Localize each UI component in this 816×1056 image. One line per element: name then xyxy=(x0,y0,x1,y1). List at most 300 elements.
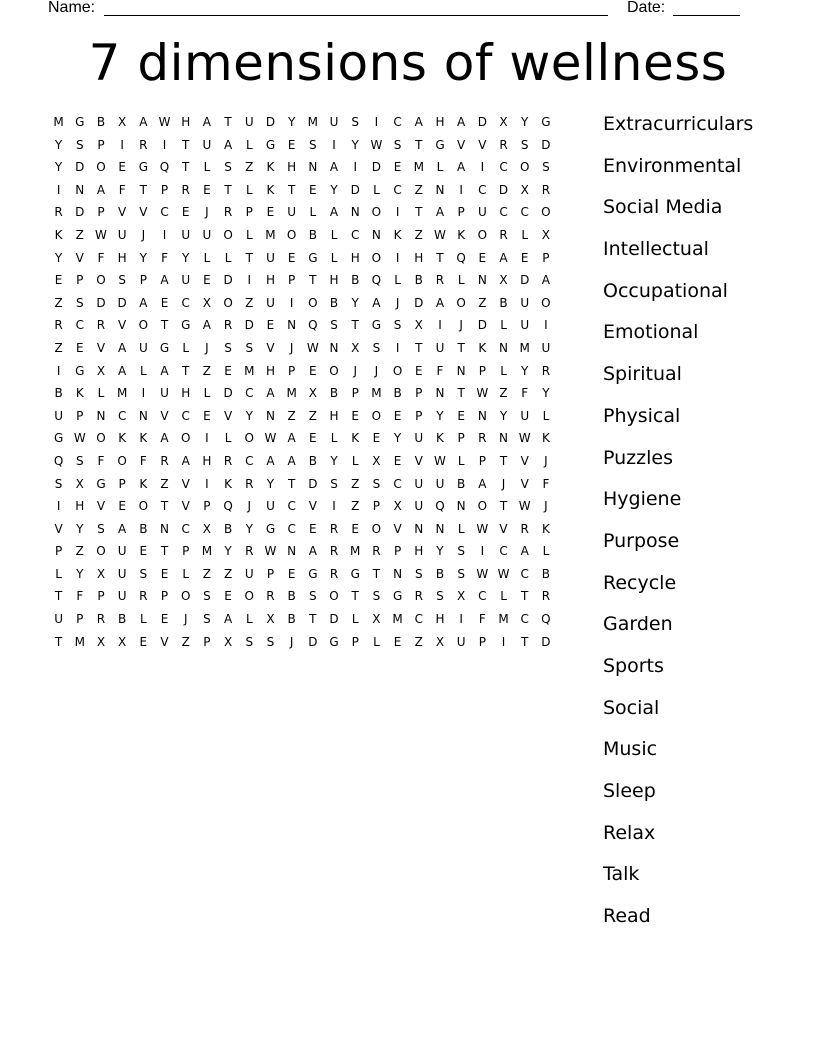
grid-cell: T xyxy=(415,340,423,355)
grid-cell: S xyxy=(309,137,317,152)
grid-cell: I xyxy=(459,612,463,627)
grid-cell: A xyxy=(329,160,339,175)
grid-cell: H xyxy=(181,115,191,129)
grid-cell: T xyxy=(224,182,232,197)
grid-cell: A xyxy=(181,453,190,468)
grid-row xyxy=(48,427,557,450)
grid-cell: R xyxy=(499,137,508,152)
grid-cell: O xyxy=(371,250,382,265)
grid-row xyxy=(48,382,557,405)
grid-cell: E xyxy=(139,544,148,559)
grid-cell: A xyxy=(160,273,169,288)
grid-cell: I xyxy=(480,544,485,559)
grid-cell: A xyxy=(287,453,296,468)
grid-cell: T xyxy=(415,137,423,152)
word-list-item: Sports xyxy=(603,654,664,677)
grid-cell: L xyxy=(373,634,380,649)
grid-cell: D xyxy=(75,205,85,220)
grid-cell: R xyxy=(160,453,169,468)
grid-cell: A xyxy=(266,386,275,401)
grid-cell: X xyxy=(372,612,381,627)
grid-cell: A xyxy=(414,115,423,129)
grid-cell: N xyxy=(265,408,275,423)
grid-cell: E xyxy=(393,453,402,468)
grid-cell: U xyxy=(435,340,445,355)
grid-cell: T xyxy=(182,160,190,175)
grid-cell: Q xyxy=(308,318,318,333)
word-list-item: Puzzles xyxy=(603,446,673,469)
grid-cell: G xyxy=(53,431,64,446)
word-list-item: Emotional xyxy=(603,321,699,344)
grid-cell: C xyxy=(520,612,529,627)
grid-cell: T xyxy=(457,386,465,401)
grid-cell: D xyxy=(520,273,530,288)
grid-cell: O xyxy=(244,589,254,604)
grid-cell: I xyxy=(501,634,506,649)
grid-cell: P xyxy=(97,589,105,604)
word-list-item: Recycle xyxy=(603,571,677,594)
grid-cell: C xyxy=(499,205,508,220)
grid-cell: T xyxy=(457,340,465,355)
grid-cell: E xyxy=(139,634,148,649)
grid-cell: Z xyxy=(351,499,360,514)
grid-cell: M xyxy=(307,115,319,129)
grid-cell: C xyxy=(181,408,190,423)
grid-cell: F xyxy=(521,386,529,401)
grid-cell: W xyxy=(476,566,489,581)
grid-cell: L xyxy=(97,386,105,401)
grid-cell: X xyxy=(118,634,127,649)
grid-cell: E xyxy=(414,363,423,378)
grid-cell: R xyxy=(329,566,339,581)
grid-cell: G xyxy=(329,634,339,649)
grid-row xyxy=(48,292,557,315)
grid-cell: I xyxy=(289,295,294,310)
grid-cell: Y xyxy=(54,137,63,152)
grid-cell: G xyxy=(371,318,382,333)
grid-cell: C xyxy=(287,499,296,514)
grid-cell: P xyxy=(182,544,190,559)
grid-cell: E xyxy=(393,160,402,175)
grid-cell: U xyxy=(138,340,148,355)
grid-cell: T xyxy=(224,115,232,129)
grid-cell: V xyxy=(118,318,127,333)
grid-cell: J xyxy=(289,340,294,355)
grid-cell: G xyxy=(75,115,85,129)
grid-row xyxy=(48,201,557,224)
grid-cell: I xyxy=(480,160,485,175)
grid-cell: T xyxy=(54,589,63,604)
grid-cell: Y xyxy=(245,521,253,536)
name-label: Name: xyxy=(48,0,96,16)
grid-cell: U xyxy=(117,544,127,559)
grid-cell: Z xyxy=(245,295,254,310)
grid-cell: L xyxy=(224,431,232,446)
grid-cell: M xyxy=(392,612,403,627)
grid-cell: U xyxy=(435,476,445,491)
grid-row xyxy=(48,631,557,654)
grid-cell: L xyxy=(245,182,253,197)
grid-cell: U xyxy=(54,408,63,423)
grid-cell: E xyxy=(75,340,84,355)
grid-cell: M xyxy=(286,386,297,401)
grid-cell: U xyxy=(181,273,191,288)
grid-cell: N xyxy=(499,431,509,446)
grid-cell: S xyxy=(330,318,338,333)
grid-cell: A xyxy=(435,205,445,220)
grid-cell: S xyxy=(330,476,338,491)
grid-cell: Y xyxy=(330,182,338,197)
grid-cell: L xyxy=(436,160,444,175)
grid-cell: Q xyxy=(435,499,445,514)
word-list-item: Social xyxy=(603,696,660,719)
grid-cell: E xyxy=(118,160,126,175)
grid-cell: M xyxy=(116,386,128,401)
date-label: Date: xyxy=(627,0,666,16)
grid-cell: A xyxy=(118,521,127,536)
grid-cell: L xyxy=(245,137,253,152)
grid-cell: B xyxy=(118,612,127,627)
grid-cell: U xyxy=(202,227,212,242)
grid-cell: P xyxy=(415,408,423,423)
grid-cell: R xyxy=(478,431,487,446)
grid-cell: A xyxy=(139,115,148,129)
grid-cell: T xyxy=(415,205,423,220)
grid-cell: O xyxy=(180,431,191,446)
word-list-item: Purpose xyxy=(603,529,680,552)
grid-cell: N xyxy=(160,521,170,536)
grid-cell: Y xyxy=(76,566,84,581)
grid-cell: E xyxy=(520,250,529,265)
grid-cell: O xyxy=(96,160,106,175)
grid-cell: S xyxy=(224,340,232,355)
grid-cell: C xyxy=(520,205,529,220)
grid-cell: I xyxy=(162,137,167,152)
grid-cell: O xyxy=(519,160,530,175)
grid-cell: T xyxy=(160,318,169,333)
grid-cell: U xyxy=(520,318,530,333)
grid-cell: A xyxy=(435,295,445,310)
grid-cell: E xyxy=(393,408,402,423)
word-list-item: Environmental xyxy=(603,154,742,177)
grid-cell: F xyxy=(97,453,105,468)
grid-cell: O xyxy=(477,499,488,514)
grid-cell: Z xyxy=(202,363,212,378)
grid-cell: K xyxy=(224,476,233,491)
grid-cell: A xyxy=(457,160,466,175)
grid-cell: U xyxy=(117,589,127,604)
grid-cell: C xyxy=(245,453,254,468)
grid-cell: H xyxy=(329,408,339,423)
grid-cell: U xyxy=(287,205,297,220)
grid-cell: O xyxy=(96,544,106,559)
grid-cell: J xyxy=(395,295,400,310)
grid-cell: C xyxy=(393,115,402,129)
grid-cell: J xyxy=(205,340,209,355)
grid-cell: A xyxy=(96,182,106,197)
grid-cell: O xyxy=(329,589,339,604)
grid-cell: O xyxy=(456,295,466,310)
grid-cell: C xyxy=(160,205,169,220)
grid-cell: E xyxy=(160,566,169,581)
page-title: 7 dimensions of wellness xyxy=(88,34,728,92)
word-list-item: Extracurriculars xyxy=(603,113,754,135)
grid-cell: P xyxy=(478,363,486,378)
grid-cell: T xyxy=(499,453,508,468)
grid-cell: U xyxy=(456,634,466,649)
grid-cell: F xyxy=(97,250,105,265)
grid-cell: R xyxy=(223,205,233,220)
grid-cell: Z xyxy=(54,340,63,355)
grid-cell: C xyxy=(478,589,487,604)
grid-cell: G xyxy=(541,115,551,129)
grid-cell: D xyxy=(308,476,318,491)
grid-row xyxy=(48,224,557,247)
grid-cell: J xyxy=(459,318,463,333)
grid-cell: X xyxy=(202,295,212,310)
grid-cell: A xyxy=(118,363,127,378)
grid-cell: K xyxy=(393,227,402,242)
grid-cell: O xyxy=(371,408,382,423)
grid-cell: P xyxy=(203,499,211,514)
grid-cell: I xyxy=(205,431,209,446)
grid-cell: X xyxy=(202,521,212,536)
grid-row xyxy=(48,405,557,428)
grid-cell: T xyxy=(521,634,529,649)
grid-cell: E xyxy=(266,318,275,333)
grid-cell: K xyxy=(54,227,63,242)
grid-cell: Z xyxy=(287,408,296,423)
grid-cell: B xyxy=(435,566,445,581)
grid-cell: Z xyxy=(160,476,169,491)
grid-cell: Z xyxy=(181,634,190,649)
grid-cell: V xyxy=(181,476,190,491)
grid-cell: P xyxy=(245,205,253,220)
grid-cell: L xyxy=(224,250,232,265)
grid-cell: Y xyxy=(54,160,63,175)
grid-cell: Y xyxy=(499,408,508,423)
grid-cell: U xyxy=(244,115,254,129)
grid-cell: S xyxy=(224,160,232,175)
grid-cell: S xyxy=(97,521,105,536)
grid-cell: E xyxy=(203,182,211,197)
grid-cell: M xyxy=(498,612,509,627)
grid-row xyxy=(48,585,557,608)
grid-cell: Y xyxy=(76,521,84,536)
grid-cell: N xyxy=(456,363,466,378)
grid-cell: I xyxy=(395,340,400,355)
grid-cell: P xyxy=(542,250,550,265)
grid-cell: L xyxy=(500,318,507,333)
grid-cell: V xyxy=(266,340,275,355)
grid-cell: V xyxy=(96,499,106,514)
grid-cell: A xyxy=(541,273,551,288)
grid-cell: X xyxy=(499,115,508,129)
grid-cell: N xyxy=(138,408,148,423)
grid-cell: F xyxy=(478,612,486,627)
grid-cell: V xyxy=(160,408,169,423)
grid-cell: J xyxy=(544,499,548,514)
grid-cell: Q xyxy=(159,160,170,175)
grid-cell: X xyxy=(308,386,317,401)
grid-cell: M xyxy=(53,115,64,129)
grid-cell: E xyxy=(224,363,232,378)
grid-cell: R xyxy=(245,476,254,491)
grid-cell: U xyxy=(520,408,530,423)
grid-cell: R xyxy=(139,137,148,152)
grid-cell: Y xyxy=(351,137,359,152)
grid-cell: O xyxy=(329,363,339,378)
grid-cell: Y xyxy=(54,250,63,265)
grid-cell: G xyxy=(265,137,276,152)
grid-cell: V xyxy=(160,634,169,649)
grid-row xyxy=(48,337,557,360)
grid-cell: S xyxy=(542,160,550,175)
grid-cell: W xyxy=(434,453,446,468)
grid-cell: X xyxy=(541,227,551,242)
grid-cell: T xyxy=(160,544,169,559)
grid-cell: B xyxy=(287,589,296,604)
name-line xyxy=(104,15,608,16)
grid-cell: X xyxy=(457,589,466,604)
grid-cell: C xyxy=(351,227,360,242)
grid-row xyxy=(48,450,557,473)
grid-cell: H xyxy=(435,115,445,129)
grid-cell: B xyxy=(499,295,508,310)
grid-cell: M xyxy=(371,386,382,401)
grid-cell: C xyxy=(287,521,296,536)
grid-cell: Q xyxy=(371,273,382,288)
grid-cell: W xyxy=(476,386,489,401)
grid-cell: A xyxy=(499,250,508,265)
grid-cell: S xyxy=(118,273,126,288)
grid-cell: I xyxy=(162,227,167,242)
word-list-item: Sleep xyxy=(603,780,656,802)
grid-cell: V xyxy=(223,408,233,423)
grid-cell: P xyxy=(97,205,105,220)
word-list-item: Spiritual xyxy=(603,363,682,386)
grid-row xyxy=(48,134,557,157)
grid-cell: U xyxy=(520,295,530,310)
grid-cell: E xyxy=(224,589,232,604)
grid-cell: T xyxy=(287,182,296,197)
grid-cell: G xyxy=(308,566,318,581)
word-list-item: Relax xyxy=(603,821,656,844)
grid-cell: L xyxy=(394,273,401,288)
grid-cell: L xyxy=(457,273,465,288)
grid-cell: P xyxy=(203,634,211,649)
grid-cell: X xyxy=(96,634,106,649)
grid-cell: T xyxy=(139,182,148,197)
grid-cell: M xyxy=(74,634,85,649)
grid-cell: R xyxy=(499,227,508,242)
grid-cell: S xyxy=(372,340,381,355)
grid-cell: T xyxy=(351,589,359,604)
grid-cell: W xyxy=(434,227,446,242)
grid-cell: C xyxy=(520,566,529,581)
grid-cell: J xyxy=(205,205,209,220)
grid-cell: E xyxy=(266,205,275,220)
grid-cell: R xyxy=(329,521,339,536)
grid-cell: P xyxy=(139,273,147,288)
grid-cell: L xyxy=(542,544,550,559)
grid-cell: B xyxy=(308,453,317,468)
grid-cell: L xyxy=(203,250,211,265)
grid-cell: B xyxy=(329,295,339,310)
grid-cell: Z xyxy=(245,160,254,175)
grid-cell: C xyxy=(181,521,190,536)
word-list-item: Music xyxy=(603,738,658,761)
grid-cell: F xyxy=(161,250,168,265)
grid-cell: K xyxy=(139,476,148,491)
grid-cell: A xyxy=(372,295,381,310)
grid-cell: P xyxy=(457,205,465,220)
grid-cell: L xyxy=(140,612,147,627)
grid-cell: Q xyxy=(53,453,64,468)
grid-cell: Z xyxy=(478,295,487,310)
grid-cell: G xyxy=(308,250,318,265)
grid-cell: D xyxy=(223,273,233,288)
grid-cell: N xyxy=(499,340,509,355)
grid-cell: K xyxy=(478,340,487,355)
grid-cell: A xyxy=(202,115,212,129)
grid-cell: H xyxy=(202,453,212,468)
grid-cell: S xyxy=(54,476,63,491)
grid-cell: H xyxy=(181,386,191,401)
grid-cell: M xyxy=(201,544,213,559)
grid-cell: Z xyxy=(351,476,360,491)
grid-cell: O xyxy=(371,521,382,536)
grid-cell: G xyxy=(96,476,106,491)
grid-cell: D xyxy=(244,318,254,333)
grid-cell: C xyxy=(478,182,487,197)
grid-cell: W xyxy=(264,544,277,559)
grid-cell: B xyxy=(541,566,551,581)
grid-cell: G xyxy=(138,160,148,175)
grid-cell: L xyxy=(309,205,317,220)
grid-row xyxy=(48,608,557,631)
grid-cell: A xyxy=(478,476,487,491)
grid-cell: D xyxy=(477,318,487,333)
grid-cell: K xyxy=(351,431,360,446)
grid-cell: U xyxy=(244,566,254,581)
grid-cell: Y xyxy=(182,250,190,265)
grid-cell: Z xyxy=(414,182,423,197)
grid-cell: N xyxy=(308,160,318,175)
grid-cell: E xyxy=(309,521,317,536)
grid-cell: A xyxy=(266,453,275,468)
grid-cell: E xyxy=(287,250,296,265)
grid-cell: D xyxy=(350,182,360,197)
grid-cell: V xyxy=(457,137,466,152)
grid-cell: R xyxy=(435,273,445,288)
grid-cell: P xyxy=(288,273,296,288)
grid-cell: O xyxy=(138,499,149,514)
grid-cell: S xyxy=(75,137,84,152)
grid-cell: O xyxy=(541,295,551,310)
grid-cell: X xyxy=(223,634,233,649)
grid-cell: P xyxy=(160,182,169,197)
grid-cell: O xyxy=(96,273,106,288)
grid-cell: J xyxy=(141,227,146,242)
grid-cell: V xyxy=(308,499,317,514)
grid-cell: S xyxy=(457,566,465,581)
grid-cell: V xyxy=(414,453,423,468)
grid-cell: C xyxy=(245,386,254,401)
grid-cell: A xyxy=(329,205,339,220)
grid-cell: W xyxy=(497,566,510,581)
grid-cell: U xyxy=(181,227,191,242)
